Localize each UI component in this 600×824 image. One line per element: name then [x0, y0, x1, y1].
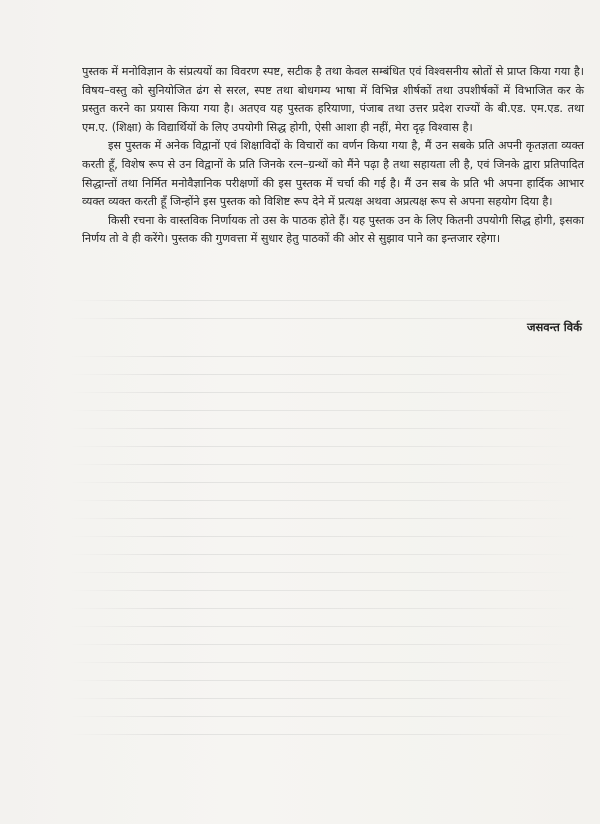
bleed-line	[70, 572, 580, 573]
bleed-line	[70, 536, 580, 537]
bleed-line	[70, 374, 580, 375]
bleed-line	[70, 500, 580, 501]
bleed-line	[70, 680, 580, 681]
bleed-line	[70, 590, 580, 591]
paragraph: पुस्तक में मनोविज्ञान के संप्रत्ययों का विवरण स्पष्ट, सटीक है तथा केवल सम्बंधित एवं विश्वसनीय स्रोतों से प्राप्त किया गया है। विषय–वस्तु को सुनियोजित ढंग से सरल, स्पष्ट तथा बोधगम्य भाषा में विभिन्न शीर्षकों तथा उपशीर्षकों में विभाजित कर के प्रस्तुत करने का प्रयास किया गया है। अतएव यह पुस्तक हरियाणा, पंजाब तथा उत्तर प्रदेश राज्यों के बी.एड. एम.एड. तथा एम.ए. (शिक्षा) के विद्यार्थियों के लिए उपयोगी सिद्ध होगी, ऐसी आशा ही नहीं, मेरा दृढ़ विश्वास है।	[82, 65, 584, 134]
bleed-line	[70, 518, 580, 519]
paragraph: किसी रचना के वास्तविक निर्णायक तो उस के पाठक होते हैं। यह पुस्तक उन के लिए कितनी उपयोगी सिद्ध होगी, इसका निर्णय तो वे ही करेंगे। पुस्तक की गुणवत्ता में सुधार हेतु पाठकों की ओर से सुझाव पाने का इन्तजार रहेगा।	[82, 213, 584, 246]
bleed-line	[70, 428, 580, 429]
bleed-line	[70, 644, 580, 645]
bleed-line	[70, 734, 580, 735]
bleed-line	[70, 464, 580, 465]
bleed-line	[70, 446, 580, 447]
body-text	[82, 63, 584, 249]
bleed-line	[70, 698, 580, 699]
bleed-line	[70, 410, 580, 411]
bleed-line	[70, 482, 580, 483]
bleed-line	[70, 554, 580, 555]
bleed-line	[70, 356, 580, 357]
bleed-line	[70, 318, 580, 319]
bleed-line	[70, 716, 580, 717]
paragraph: इस पुस्तक में अनेक विद्वानों एवं शिक्षाविदों के विचारों का वर्णन किया गया है, मैं उन सबके प्रति अपनी कृतज्ञता व्यक्त करती हूँ, विशेष रूप से उन विद्वानों के प्रति जिनके रत्न–ग्रन्थों को मैंने पढ़ा है तथा सहायता ली है, एवं जिनके द्वारा प्रतिपादित सिद्धान्तों तथा निर्मित मनोवैज्ञानिक परीक्षणों की इस पुस्तक में चर्चा की गई है। मैं उन सब के प्रति भी अपना हार्दिक आभार व्यक्त व्यक्त करती हूँ जिन्होंने इस पुस्तक को विशिष्ट रूप देने में प्रत्यक्ष अथवा अप्रत्यक्ष रूप से अपना सहयोग दिया है।	[82, 139, 584, 209]
author-signature: जसवन्त विर्क	[526, 320, 582, 334]
bleed-line	[70, 662, 580, 663]
bleed-line	[70, 608, 580, 609]
bleed-line	[70, 300, 580, 301]
bleed-line	[70, 626, 580, 627]
bleed-line	[70, 392, 580, 393]
